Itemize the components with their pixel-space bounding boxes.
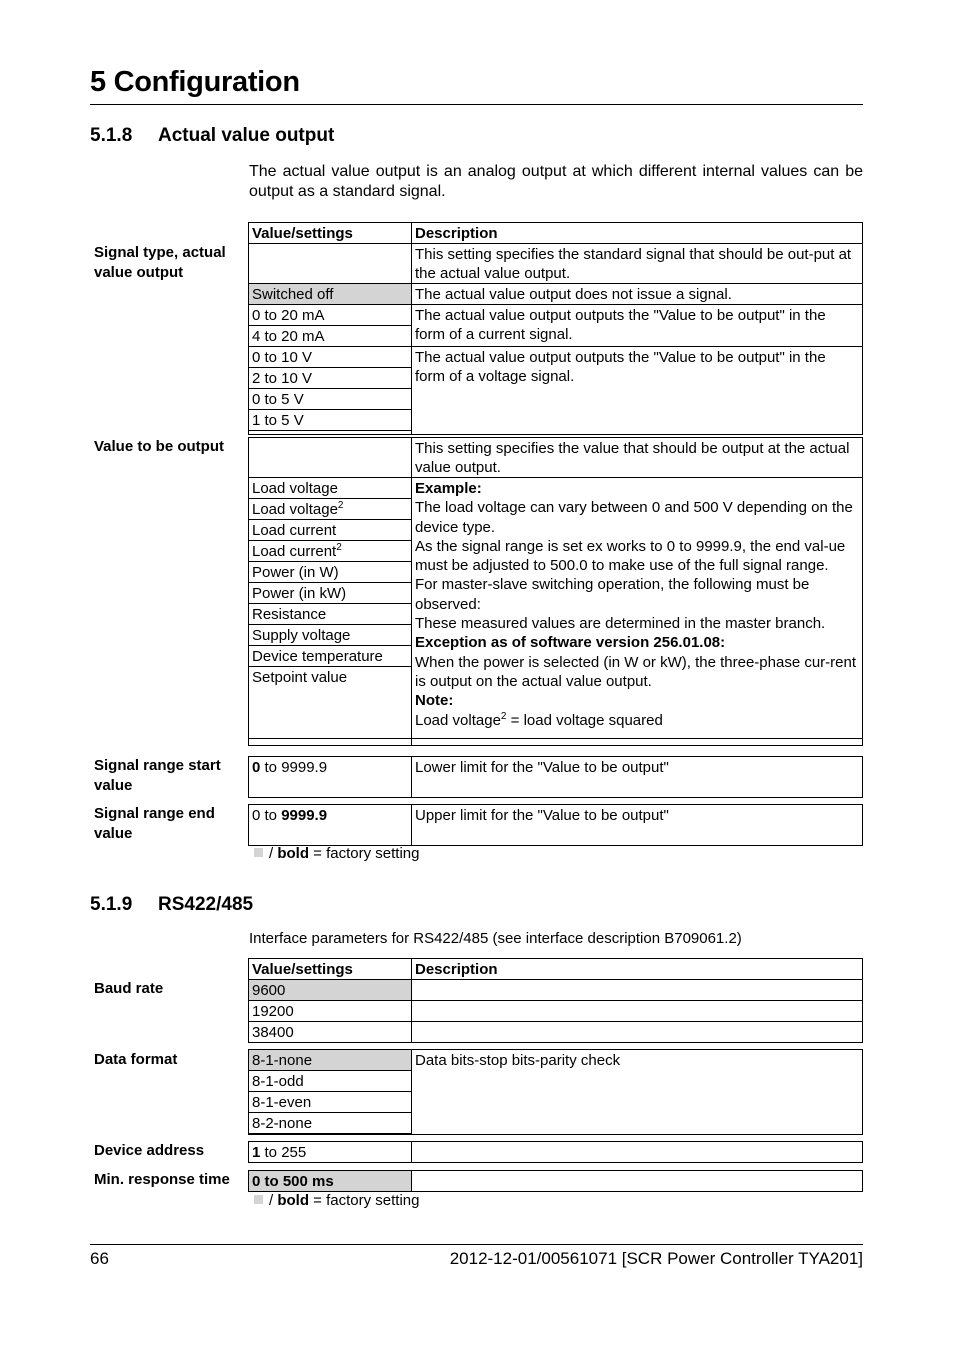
- table-row: [249, 739, 863, 746]
- option-cell: 0 to 5 V: [249, 389, 412, 410]
- option-cell: 0 to 20 mA: [249, 305, 412, 326]
- option-cell: 8-2-none: [249, 1113, 412, 1134]
- table-row: [249, 1022, 863, 1043]
- option-cell: 38400: [249, 1022, 412, 1043]
- response-time-label: Min. response time: [94, 1171, 230, 1188]
- signal-type-table: [248, 222, 863, 435]
- note-heading: Note:: [415, 692, 454, 710]
- exception-heading: Exception as of software version 256.01.08:: [415, 634, 726, 652]
- table-row: [249, 757, 863, 798]
- option-cell: Device temperature: [249, 646, 412, 667]
- exception-text: When the power is selected (in W or kW), the three-phase cur-rent is output on the actual value output.: [415, 653, 857, 690]
- option-cell: 19200: [249, 1001, 412, 1022]
- header-description: Description: [412, 959, 863, 980]
- range-start-value: 0 to 9999.9: [249, 757, 412, 798]
- range-start-table: [248, 756, 863, 798]
- device-address-table: [248, 1141, 863, 1163]
- factory-setting-legend: / bold = factory setting: [254, 1191, 419, 1210]
- table-row: [249, 478, 863, 499]
- section-5-1-8-heading: [90, 125, 334, 147]
- header-value-settings: Value/settings: [249, 959, 412, 980]
- option-cell: 2 to 10 V: [249, 368, 412, 389]
- baud-rate-label: Baud rate: [94, 980, 164, 997]
- footer-rule: [90, 1244, 863, 1245]
- section-intro: The actual value output is an analog output at which different internal values can be output as a standard signal.: [249, 163, 863, 200]
- value-to-output-table: [248, 437, 863, 746]
- device-address-label: Device address: [94, 1142, 205, 1159]
- chapter-rule: [90, 104, 863, 105]
- response-time-value: 0 to 500 ms: [249, 1171, 412, 1192]
- example-text: The load voltage can vary between 0 and 500 V depending on the device type.: [415, 499, 853, 536]
- table-row: [249, 347, 863, 368]
- section-title: RS422/485: [158, 894, 254, 915]
- option-cell: 4 to 20 mA: [249, 326, 412, 347]
- option-cell: Load voltage: [249, 478, 412, 499]
- data-format-description: Data bits-stop bits-parity check: [412, 1050, 863, 1135]
- description-cell: The actual value output outputs the "Value to be output" in the form of a current signal.: [412, 305, 863, 347]
- section-number: 5.1.9: [90, 894, 133, 915]
- baud-rate-table: [248, 958, 863, 1043]
- response-time-table: [248, 1170, 863, 1192]
- option-cell: 0 to 10 V: [249, 347, 412, 368]
- option-cell: Switched off: [249, 284, 412, 305]
- range-start-label: Signal range start value: [94, 757, 221, 794]
- range-start-description: Lower limit for the "Value to be output": [412, 757, 863, 798]
- table-row: [249, 244, 863, 284]
- option-cell: Load current$^2$: [249, 541, 412, 562]
- section-number: 5.1.8: [90, 125, 133, 146]
- example-heading: Example:: [415, 480, 482, 497]
- section-intro: Interface parameters for RS422/485 (see interface description B709061.2): [249, 930, 742, 947]
- option-cell: Supply voltage: [249, 625, 412, 646]
- description-cell: The actual value output outputs the "Value to be output" in the form of a voltage signal.: [412, 347, 863, 435]
- table-row: [249, 284, 863, 305]
- table-row: [249, 980, 863, 1001]
- data-format-label: Data format: [94, 1051, 178, 1068]
- factory-setting-legend: / bold = factory setting: [254, 844, 419, 863]
- option-cell: Power (in kW): [249, 583, 412, 604]
- option-cell: 9600: [249, 980, 412, 1001]
- option-cell: 8-1-none: [249, 1050, 412, 1071]
- factory-setting-swatch: [254, 1195, 263, 1204]
- example-text: For master-slave switching operation, the following must be observed:: [415, 576, 810, 613]
- option-cell: Load current: [249, 520, 412, 541]
- option-cell: 1 to 5 V: [249, 410, 412, 431]
- factory-setting-swatch: [254, 848, 263, 857]
- table-row: [249, 1001, 863, 1022]
- value-to-output-label: Value to be output: [94, 438, 224, 455]
- document-id: 2012-12-01/00561071 [SCR Power Controller TYA201]: [449, 1249, 863, 1268]
- table-header-row: [249, 959, 863, 980]
- signal-type-label: Signal type, actual value output: [94, 244, 226, 281]
- note-text: Load voltage$^2$ = load voltage squared: [415, 710, 663, 729]
- example-text: These measured values are determined in the master branch.: [415, 615, 826, 633]
- option-cell: 8-1-even: [249, 1092, 412, 1113]
- range-end-value: 0 to 9999.9: [249, 805, 412, 846]
- table-row: [249, 1050, 863, 1071]
- table-row: [249, 438, 863, 478]
- value-output-description: This setting specifies the value that should be output at the actual value output.: [412, 438, 863, 478]
- chapter-title: 5 Configuration: [90, 66, 300, 98]
- range-end-description: Upper limit for the "Value to be output": [412, 805, 863, 846]
- option-cell: Load voltage$^2$: [249, 499, 412, 520]
- table-row: [249, 805, 863, 846]
- range-end-table: [248, 804, 863, 846]
- header-description: Description: [412, 223, 863, 244]
- option-cell: 8-1-odd: [249, 1071, 412, 1092]
- description-cell: The actual value output does not issue a signal.: [412, 284, 863, 305]
- table-row: [249, 305, 863, 326]
- signal-type-description: This setting specifies the standard signal that should be out-put at the actual value output.: [412, 244, 863, 284]
- data-format-table: [248, 1049, 863, 1135]
- device-address-value: 1 to 255: [249, 1142, 412, 1163]
- table-row: [249, 1142, 863, 1163]
- page-number: 66: [90, 1249, 109, 1268]
- option-cell: Setpoint value: [249, 667, 412, 739]
- option-cell: Resistance: [249, 604, 412, 625]
- table-header-row: [249, 223, 863, 244]
- section-5-1-9-heading: [90, 894, 253, 916]
- option-cell: Power (in W): [249, 562, 412, 583]
- example-cell: [412, 478, 863, 739]
- header-value-settings: Value/settings: [249, 223, 412, 244]
- section-title: Actual value output: [158, 125, 335, 146]
- table-row: [249, 1171, 863, 1192]
- example-text: As the signal range is set ex works to 0 to 9999.9, the end val-ue must be adjusted to 500.0 to make use of the full signal range.: [415, 537, 846, 575]
- range-end-label: Signal range end value: [94, 805, 215, 842]
